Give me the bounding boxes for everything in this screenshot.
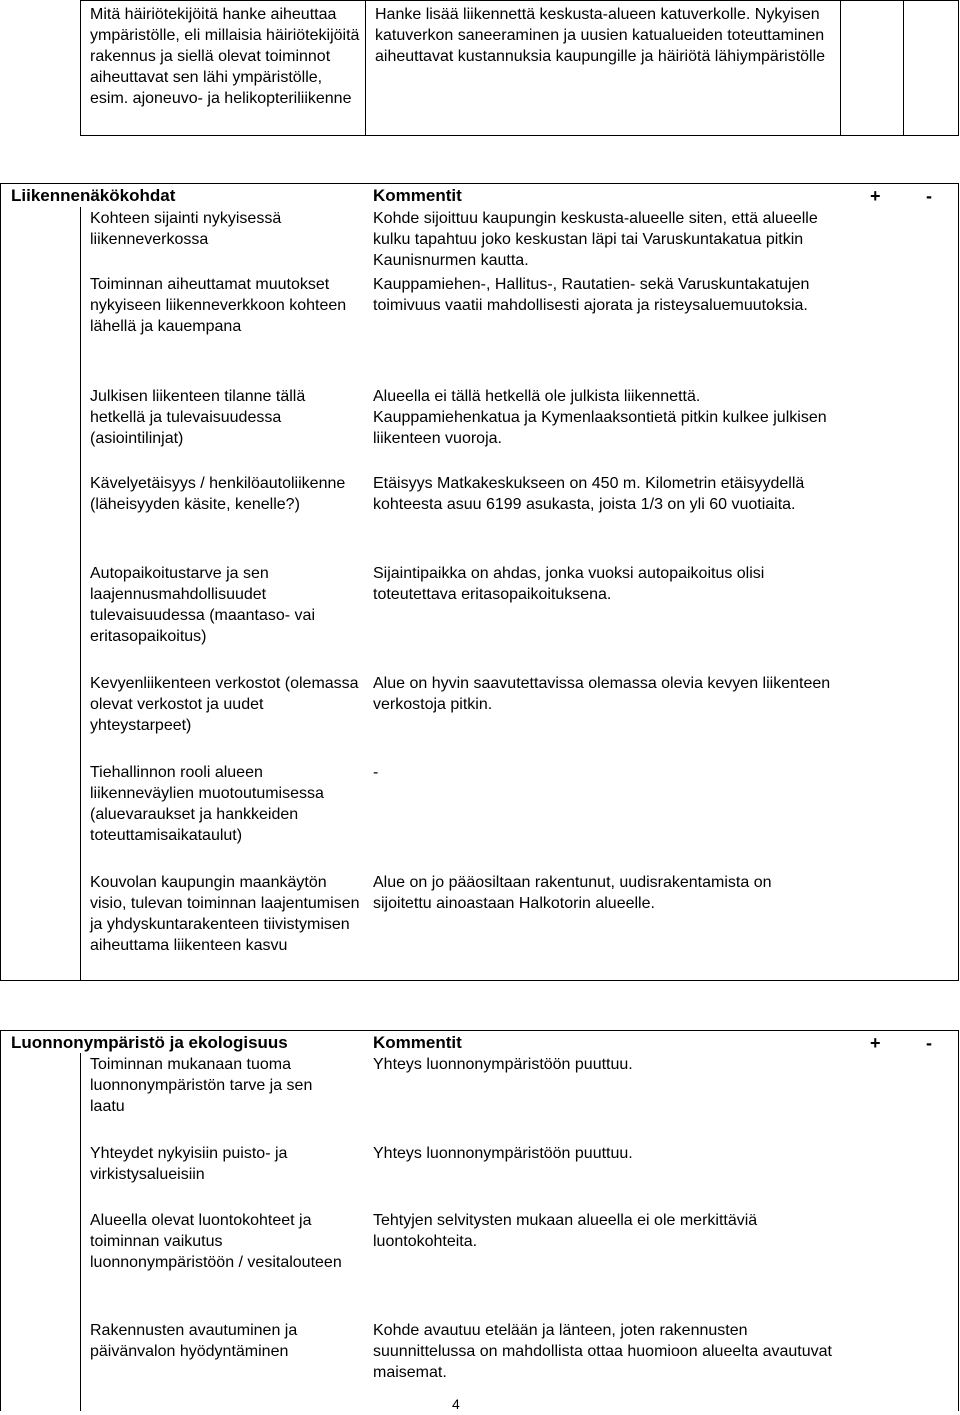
traffic-comment: Sijaintipaikka on ahdas, jonka vuoksi autopaikoitus olisi toteutettava eritasopaikoituksena. <box>373 565 765 603</box>
nature-comment: Yhteys luonnonympäristöön puuttuu. <box>373 1056 633 1073</box>
table-border <box>958 183 959 981</box>
traffic-item: Toiminnan aiheuttamat muutokset nykyiseen liikenneverkkoon kohteen lähellä ja kauempana <box>90 276 347 335</box>
nature-comments-heading: Kommentit <box>373 1033 462 1052</box>
traffic-item: Kevyenliikenteen verkostot (olemassa olevat verkostot ja uudet yhteystarpeet) <box>90 675 359 734</box>
traffic-comment: Kauppamiehen-, Hallitus-, Rautatien- sekä Varuskuntakatujen toimivuus vaatii mahdollisesti ajorata ja risteysaluemuutoksia. <box>373 276 810 314</box>
table-border <box>0 980 959 981</box>
nature-comment: Tehtyjen selvitysten mukaan alueella ei ole merkittäviä luontokohteita. <box>373 1212 758 1250</box>
plus-column-header: + <box>870 186 881 206</box>
traffic-comment: - <box>373 764 379 781</box>
traffic-comment: Kohde sijoittuu kaupungin keskusta-alueelle siten, että alueelle kulku tapahtuu joko keskustan läpi tai Varuskuntakatua pitkin Kaunisnurmen kautta. <box>373 210 818 269</box>
table-border <box>80 0 959 1</box>
table-border <box>0 183 959 184</box>
table-border <box>80 1053 81 1411</box>
traffic-item: Julkisen liikenteen tilanne tällä hetkellä ja tulevaisuudessa (asiointilinjat) <box>90 388 306 447</box>
nature-item: Rakennusten avautuminen ja päivänvalon hyödyntäminen <box>90 1322 298 1360</box>
table-border <box>840 0 841 136</box>
minus-column-header: - <box>926 186 932 206</box>
table-border <box>80 135 959 136</box>
table-border <box>958 0 959 136</box>
table-border <box>0 1030 1 1411</box>
page-number: 4 <box>452 1396 460 1412</box>
traffic-comment: Alue on hyvin saavutettavissa olemassa olevia kevyen liikenteen verkostoja pitkin. <box>373 675 831 713</box>
minus-column-header: - <box>926 1033 932 1053</box>
traffic-item: Tiehallinnon rooli alueen liikenneväylien muotoutumisessa (aluevaraukset ja hankkeiden toteuttamisaikataulut) <box>90 764 324 844</box>
table-border <box>80 0 81 136</box>
traffic-comments-heading: Kommentit <box>373 186 462 205</box>
disturbance-question: Mitä häiriötekijöitä hanke aiheuttaa ympäristölle, eli millaisia häiriötekijöitä rakennus ja siellä olevat toiminnot aiheuttavat sen lähi ympäristölle, esim. ajoneuvo- ja helikopteriliikenne <box>90 6 360 107</box>
traffic-comment: Alue on jo pääosiltaan rakentunut, uudisrakentamista on sijoitettu ainoastaan Halkotorin alueelle. <box>373 874 772 912</box>
table-border <box>0 1030 959 1031</box>
table-border <box>365 0 366 136</box>
traffic-heading: Liikennenäkökohdat <box>11 186 176 205</box>
traffic-item: Kohteen sijainti nykyisessä liikenneverkossa <box>90 210 282 248</box>
table-border <box>958 1030 959 1411</box>
traffic-item: Kouvolan kaupungin maankäytön visio, tulevan toiminnan laajentumisen ja yhdyskuntarakenteen tiivistymisen aiheuttama liikenteen kasvu <box>90 874 360 954</box>
nature-item: Alueella olevat luontokohteet ja toiminnan vaikutus luonnonympäristöön / vesitalouteen <box>90 1212 342 1271</box>
nature-comment: Yhteys luonnonympäristöön puuttuu. <box>373 1145 633 1162</box>
table-border <box>903 0 904 136</box>
nature-comment: Kohde avautuu etelään ja länteen, joten rakennusten suunnittelussa on mahdollista ottaa huomioon alueelta avautuvat maisemat. <box>373 1322 832 1381</box>
disturbance-answer: Hanke lisää liikennettä keskusta-alueen katuverkolle. Nykyisen katuverkon saneeraminen ja uusien katualueiden toteuttaminen aiheuttavat kustannuksia kaupungille ja häiriötä lähiympäristölle <box>375 6 826 65</box>
nature-item: Yhteydet nykyisiin puisto- ja virkistysalueisiin <box>90 1145 288 1183</box>
table-border <box>80 207 81 981</box>
plus-column-header: + <box>870 1033 881 1053</box>
table-border <box>0 183 1 981</box>
traffic-item: Kävelyetäisyys / henkilöautoliikenne (läheisyyden käsite, kenelle?) <box>90 475 346 513</box>
nature-item: Toiminnan mukanaan tuoma luonnonympäristön tarve ja sen laatu <box>90 1056 313 1115</box>
traffic-comment: Alueella ei tällä hetkellä ole julkista liikennettä. Kauppamiehenkatua ja Kymenlaaksontietä pitkin kulkee julkisen liikenteen vuoroja. <box>373 388 827 447</box>
nature-heading: Luonnonympäristö ja ekologisuus <box>11 1033 288 1052</box>
traffic-item: Autopaikoitustarve ja sen laajennusmahdollisuudet tulevaisuudessa (maantaso- vai eritasopaikoitus) <box>90 565 316 645</box>
traffic-comment: Etäisyys Matkakeskukseen on 450 m. Kilometrin etäisyydellä kohteesta asuu 6199 asukasta, joista 1/3 on yli 60 vuotiaita. <box>373 475 805 513</box>
